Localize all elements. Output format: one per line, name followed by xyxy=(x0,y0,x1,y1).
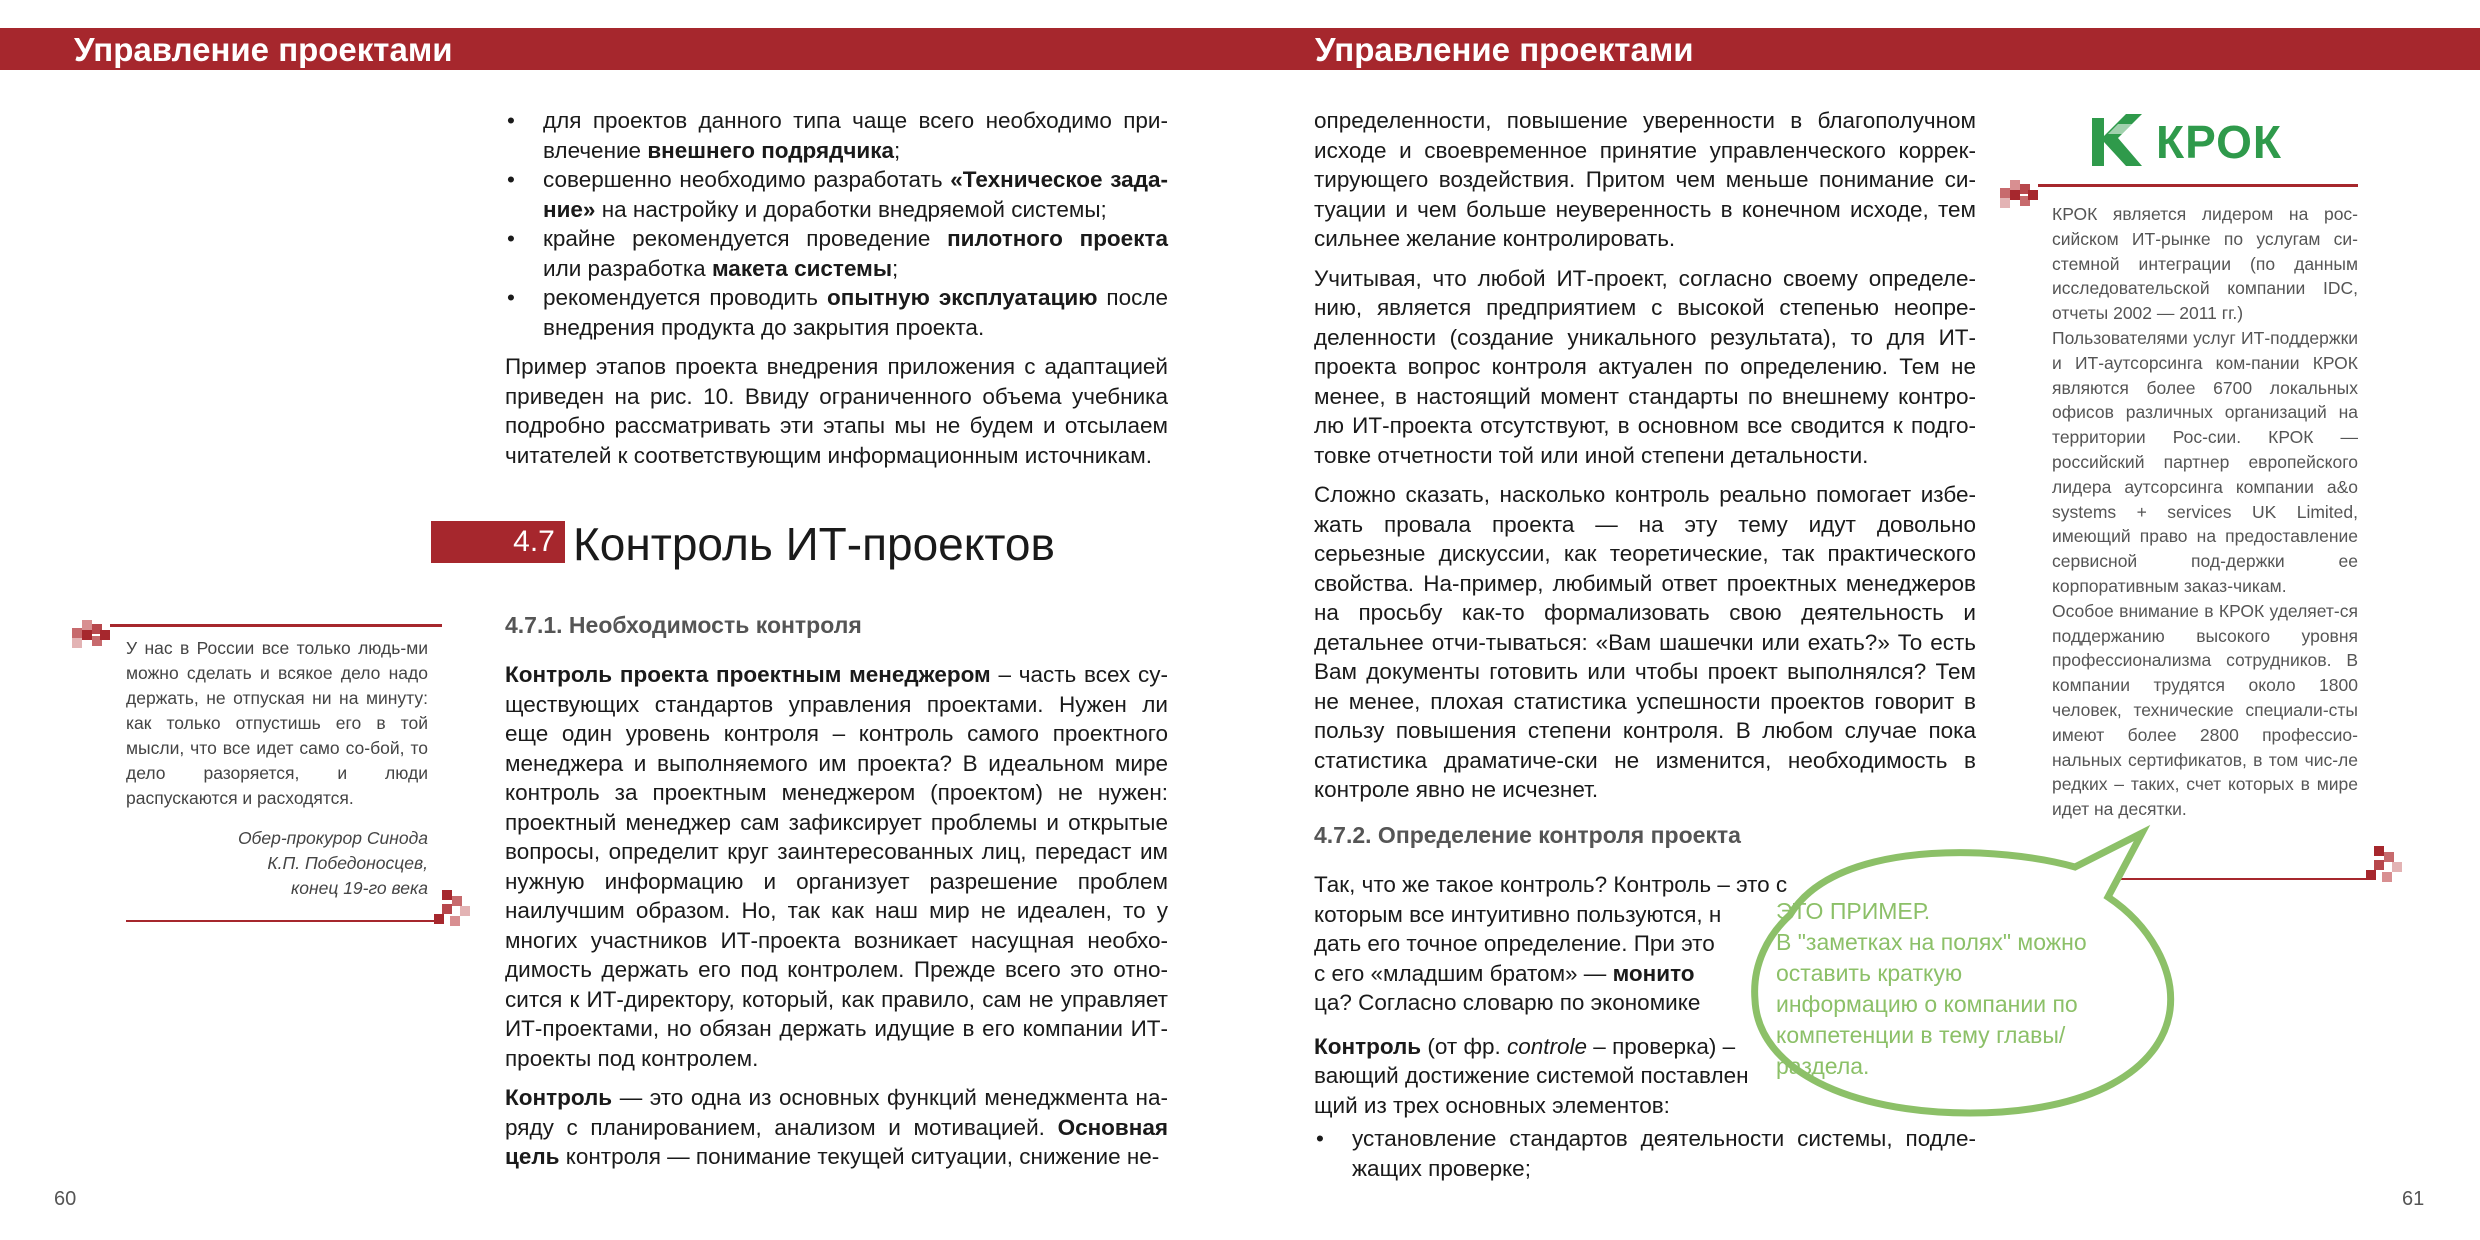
quote-source-line3: конец 19-го века xyxy=(290,878,428,898)
sidebar-paragraph: КРОК является лидером на рос-сийском ИТ-рынке по услугам си-стемной интеграции (по данным исследовательской компании IDC, отчеты 2002 — 2011 гг.) xyxy=(2052,204,2358,324)
bullet-list xyxy=(505,106,1168,342)
text-line: щий из трех основных элементов: xyxy=(1314,1092,1670,1118)
right-page-number: 61 xyxy=(2402,1188,2425,1210)
list-item: • рекомендуется проводить опытную эксплуатацию после внедрения продукта до закрытия проекта. xyxy=(505,283,1168,342)
krok-logo-text: КРОК xyxy=(2156,116,2283,168)
text-line: Контроль (от фр. controle – проверка) – xyxy=(1314,1033,1736,1059)
left-page-number: 60 xyxy=(54,1188,77,1210)
krok-logo-icon xyxy=(2088,110,2148,170)
list-item: • для проектов данного типа чаще всего необходимо при-влечение внешнего подрядчика; xyxy=(505,106,1168,165)
bullet-list xyxy=(1314,1124,1976,1183)
section-number: 4.7 xyxy=(513,525,555,558)
text-line: с его «младшим братом» — монито xyxy=(1314,960,1695,986)
list-item: • установление стандартов деятельности системы, подле-жащих проверке; xyxy=(1314,1124,1976,1183)
quote-source-line1: Обер-прокурор Синода xyxy=(237,828,428,848)
paragraph: Контроль проекта проектным менеджером – часть всех су-ществующих стандартов управления проектами. Нужен ли еще один уровень контроля – контроль самого проектного менеджера и выполняемого им проекта? В идеальном мире контроль за проектным менеджером (проектом) не нужен: проектный менеджер сам зафиксирует проблемы и открытые вопросы, определит круг заинтересованных лиц, передаст им нужную информацию и организует разрешение проблем наилучшим образом. Но, так как наш мир не идеален, то у многих участников ИТ-проекта возникает насущная необхо-димость держать его под контролем. Прежде всего это отно-сится к ИТ-директору, который, как правило, сам не управляет ИТ-проектами, но обязан держать идущие в его компании ИТ-проекты под контролем. xyxy=(505,662,1168,1071)
text-line: дать его точное определение. При это xyxy=(1314,931,1715,956)
quote-source-line2: К.П. Победоносцев, xyxy=(267,853,428,873)
left-header-title: Управление проектами xyxy=(74,31,453,68)
right-body-text xyxy=(1314,106,1976,815)
text-line: ца? Согласно словарю по экономике xyxy=(1314,990,1701,1015)
text-line: Так, что же такое контроль? Контроль – это с xyxy=(1314,872,1788,897)
list-item: • крайне рекомендуется проведение пилотного проекта или разработка макета системы; xyxy=(505,224,1168,283)
intro-paragraph: Пример этапов проекта внедрения приложения с адаптацией приведен на рис. 10. Ввиду ограниченного объема учебника подробно рассматривать эти этапы мы не будем и отсылаем читателей к соответствующим информационным источникам. xyxy=(505,354,1168,468)
paragraph: Контроль — это одна из основных функций менеджмента на-ряду с планированием, анализом и мотивацией. Основная цель контроля — понимание текущей ситуации, снижение не- xyxy=(505,1085,1168,1169)
subsection-title-2: 4.7.2. Определение контроля проекта xyxy=(1314,822,1741,848)
quote-text: У нас в России все только людь-ми можно сделать и всякое дело надо держать, не отпуская ни на минуту: как только отпустишь его в той мысли, что все идет само со-бой, то дело разоряется, и люди распускаются и расходятся. xyxy=(126,638,428,808)
sidebar-paragraph: Пользователями услуг ИТ-поддержки и ИТ-аутсорсинга ком-пании КРОК являются более 6700 локальных офисов различных организаций на территории Рос-сии. КРОК — российский партнер европейского лидера аутсорсинга компании a&o systems + services UK Limited, имеющий право на предоставление сервисной под-держки ее корпоративным заказ-чикам. xyxy=(2052,327,2358,596)
left-body-text xyxy=(505,660,1168,1182)
subsection-title: 4.7.1. Необходимость контроля xyxy=(505,612,862,638)
section-title: Контроль ИТ-проектов xyxy=(573,518,1055,570)
sidebar-text xyxy=(2052,202,2358,822)
paragraph: определенности, повышение уверенности в благополучном исходе и своевременное принятие управленческого коррек-тирующего воздействия. Притом чем меньше понимание си-туации и чем больше неуверенность в конечном исходе, тем сильнее желание контролировать. xyxy=(1314,108,1976,251)
text-line: вающий достижение системой поставлен xyxy=(1314,1063,1749,1088)
company-sidebar xyxy=(2000,180,2400,880)
paragraph: Сложно сказать, насколько контроль реально помогает избе-жать провала проекта — на эту тему идут довольно серьезные дискуссии, как теоретические, так практического свойства. На-пример, любимый ответ проектных менеджеров на просьбу как-то формализовать свою деятельность и детальнее отчи-тываться: «Вам шашечки или ехать?» То есть Вам документы готовить или чтобы проект выполнялся? Тем не менее, плохая статистика успешности проектов говорит в пользу повышения степени контроля. В любом случае пока статистика драматиче-ски не изменится, необходимость в контроле явно не исчезнет. xyxy=(1314,482,1976,802)
text-line: которым все интуитивно пользуются, н xyxy=(1314,901,1722,927)
paragraph: Учитывая, что любой ИТ-проект, согласно своему определе-нию, является предприятием с высокой степенью неопре-деленности (создание уникального результата), то для ИТ-проекта вопрос контроля актуален по определению. Тем не менее, в настоящий момент стандарты по внешнему контро-лю ИТ-проекта отсутствуют, в основном все сводится к подго-товке отчетности той или иной степени детальности. xyxy=(1314,265,1976,468)
right-header-title: Управление проектами xyxy=(1315,31,1694,68)
krok-logo xyxy=(2088,110,2298,172)
sidebar-paragraph: Особое внимание в КРОК уделяет-ся поддержанию высокого уровня профессионализма сотрудников. В компании трудятся около 1800 человек, технические специали-сты имеют более 2800 профессио-нальных сертификатов, в том чис-ле редких – таких, счет которых в мире идет на десятки. xyxy=(2052,600,2358,820)
left-top-text xyxy=(505,106,1168,480)
list-item: • совершенно необходимо разработать «Техническое зада-ние» на настройку и доработки внедряемой системы; xyxy=(505,165,1168,224)
callout-text: ЭТО ПРИМЕР. В "заметках на полях" можно оставить краткую информацию о компании по компетенции в тему главы/раздела. xyxy=(1776,898,2087,1079)
quote-sidebar xyxy=(72,620,432,924)
